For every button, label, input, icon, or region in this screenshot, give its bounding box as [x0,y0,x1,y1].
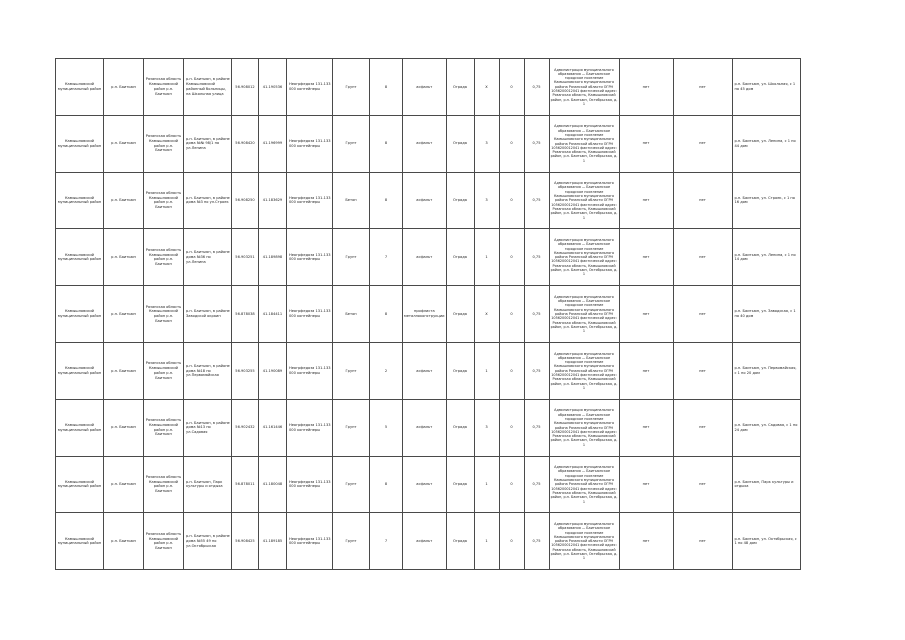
cell-extra-1: нет [619,286,673,343]
cell-volume: 0,75 [524,399,549,456]
table-row [56,229,801,286]
cell-locality: р.п. Баитьюн [104,172,144,229]
cell-count: 8 [370,59,403,116]
cell-region: Камышловский муниципальный район [56,513,104,570]
cell-locality: р.п. Баитьюн [104,229,144,286]
cell-owner: Администрация муниципального образования — Баитьюнское городское поселение Камышловского муниципального района Рязанской области ОГРН 1056200012041 фактический адрес: Рязанская область, Камышловский район, р.п. Баитьюн, Октябрьская, д. 1 [549,172,619,229]
cell-surface: Грунт [333,59,370,116]
cell-region: Камышловский муниципальный район [56,286,104,343]
cell-locality: р.п. Баитьюн [104,456,144,513]
cell-bins-extra: 0 [499,456,524,513]
cell-extra-1: нет [619,229,673,286]
cell-region: Камышловский муниципальный район [56,342,104,399]
cell-fence: Ограда [446,59,474,116]
cell-count: 5 [370,399,403,456]
cell-volume: 0,75 [524,229,549,286]
cell-location: р.п. Баитьюн, в районе дома №3 по ул.Строек [184,172,232,229]
cell-type: Неогрфедоза 131-133 000 контейнеры [287,513,333,570]
cell-sources: р.п. Баитьюн, ул. Школьная, с 1 по 45 дом [732,59,800,116]
cell-cover: асфальт [403,513,447,570]
cell-latitude: 56.878011 [232,456,259,513]
cell-bins: 1 [474,229,499,286]
cell-bins-extra: 0 [499,286,524,343]
cell-fence: Ограда [446,399,474,456]
cell-owner: Администрация муниципального образования — Баитьюнское городское поселение Камышловского муниципального района Рязанской области ОГРН 1056200012041 фактический адрес: Рязанская область, Камышловский район, р.п. Баитьюн, Октябрьская, д. 1 [549,456,619,513]
cell-location: р.п. Баитьюн, в районе Камышловский районный больницы, на Школьная улица [184,59,232,116]
cell-extra-1: нет [619,115,673,172]
cell-longitude: 41.161446 [259,399,287,456]
cell-bins: Х [474,286,499,343]
cell-bins-extra: 0 [499,513,524,570]
cell-extra-2: нет [673,456,732,513]
cell-sources: р.п. Баитьюн, ул. Садовая, с 1 по 24 дом [732,399,800,456]
cell-location: р.п. Баитьюн, в районе дома №36 по ул.Ленина [184,229,232,286]
cell-fence: Ограда [446,456,474,513]
cell-bins: 1 [474,456,499,513]
cell-locality: р.п. Баитьюн [104,286,144,343]
cell-longitude: 41.184411 [259,286,287,343]
table-row [56,399,801,456]
cell-region: Камышловский муниципальный район [56,115,104,172]
cell-longitude: 41.180048 [259,456,287,513]
cell-bins: 1 [474,342,499,399]
cell-bins-extra: 0 [499,399,524,456]
cell-extra-1: нет [619,513,673,570]
cell-count: 8 [370,115,403,172]
cell-extra-1: нет [619,172,673,229]
cell-extra-2: нет [673,399,732,456]
cell-sources: р.п. Баитьюн, ул. Ленина, с 1 по 14 дом [732,229,800,286]
cell-longitude: 41.196999 [259,115,287,172]
table-row [56,286,801,343]
cell-surface: Грунт [333,399,370,456]
table-row [56,172,801,229]
cell-sources: р.п. Баитьюн, ул. Первомайская, с 1 по 20 дом [732,342,800,399]
table-row [56,456,801,513]
cell-bins-extra: 0 [499,229,524,286]
cell-extra-2: нет [673,172,732,229]
cell-surface: Грунт [333,115,370,172]
cell-type: Неогрфедоза 131-133 000 контейнеры [287,59,333,116]
cell-count: 8 [370,456,403,513]
cell-latitude: 56.908420 [232,115,259,172]
cell-bins-extra: 0 [499,172,524,229]
cell-sources: р.п. Баитьюн, ул. Заводская, с 1 по 40 дом [732,286,800,343]
cell-owner: Администрация муниципального образования — Баитьюнское городское поселение Камышловского муниципального района Рязанской области ОГРН 1056200012041 фактический адрес: Рязанская область, Камышловский район, р.п. Баитьюн, Октябрьская, д. 1 [549,229,619,286]
cell-bins-extra: 0 [499,115,524,172]
cell-count: 7 [370,229,403,286]
cell-fence: Ограда [446,229,474,286]
cell-sources: р.п. Баитьюн, ул. Ленина, с 1 по 44 дом [732,115,800,172]
cell-location: р.п. Баитьюн, в районе дома №55 49 по ул.Октябрьская [184,513,232,570]
cell-cover: асфальт [403,229,447,286]
cell-surface: Грунт [333,229,370,286]
cell-location: р.п. Баитьюн, в районе Заводской окраин [184,286,232,343]
table-row [56,59,801,116]
cell-surface: Грунт [333,513,370,570]
cell-bins-extra: 0 [499,342,524,399]
cell-longitude: 41.189898 [259,229,287,286]
cell-owner: Администрация муниципального образования — Баитьюнское городское поселение Камышловского муниципального района Рязанской области ОГРН 1056200012041 фактический адрес: Рязанская область, Камышловский район, р.п. Баитьюн, Октябрьская, д. 1 [549,342,619,399]
cell-latitude: 56.903255 [232,342,259,399]
cell-locality: р.п. Баитьюн [104,513,144,570]
cell-address: Рязанская область Камышловский район р.п. Баитьюн [144,286,184,343]
cell-address: Рязанская область Камышловский район р.п. Баитьюн [144,342,184,399]
cell-cover: профлиста металлоконструкции [403,286,447,343]
cell-latitude: 56.908250 [232,172,259,229]
cell-address: Рязанская область Камышловский район р.п. Баитьюн [144,399,184,456]
cell-extra-2: нет [673,286,732,343]
cell-count: 8 [370,172,403,229]
cell-count: 7 [370,513,403,570]
cell-extra-2: нет [673,229,732,286]
cell-volume: 0,75 [524,172,549,229]
cell-owner: Администрация муниципального образования — Баитьюнское городское поселение Камышловского муниципального района Рязанской области ОГРН 1056200012041 фактический адрес: Рязанская область, Камышловский район, р.п. Баитьюн, Октябрьская, д. 1 [549,286,619,343]
cell-region: Камышловский муниципальный район [56,456,104,513]
table-body [56,59,801,570]
cell-type: Неогрфедоза 131-133 000 контейнеры [287,172,333,229]
cell-fence: Ограда [446,286,474,343]
cell-cover: асфальт [403,172,447,229]
table-row [56,513,801,570]
cell-sources: р.п. Баитьюн, ул. Октябрьская, с 1 по 48 дом [732,513,800,570]
cell-longitude: 41.183629 [259,172,287,229]
cell-count: 2 [370,342,403,399]
cell-bins: 3 [474,399,499,456]
cell-extra-1: нет [619,342,673,399]
cell-cover: асфальт [403,399,447,456]
table-row [56,342,801,399]
cell-latitude: 56.908012 [232,59,259,116]
cell-cover: асфальт [403,59,447,116]
cell-cover: асфальт [403,115,447,172]
cell-extra-2: нет [673,59,732,116]
cell-extra-1: нет [619,456,673,513]
cell-cover: асфальт [403,342,447,399]
cell-volume: 0,75 [524,342,549,399]
cell-sources: р.п. Баитьюн, Парк культуры и отдыха [732,456,800,513]
cell-surface: Бетон [333,172,370,229]
cell-address: Рязанская область Камышловский район р.п. Баитьюн [144,115,184,172]
cell-surface: Грунт [333,342,370,399]
cell-fence: Ограда [446,513,474,570]
cell-fence: Ограда [446,115,474,172]
cell-volume: 0,75 [524,286,549,343]
cell-region: Камышловский муниципальный район [56,59,104,116]
cell-location: р.п. Баитьюн, в районе дома №13 по ул.Садовая [184,399,232,456]
cell-type: Неогрфедоза 131-133 000 контейнеры [287,286,333,343]
cell-longitude: 41.189185 [259,513,287,570]
cell-address: Рязанская область Камышловский район р.п. Баитьюн [144,456,184,513]
cell-volume: 0,75 [524,59,549,116]
cell-extra-2: нет [673,513,732,570]
cell-region: Камышловский муниципальный район [56,399,104,456]
cell-location: р.п. Баитьюн, Парк культуры и отдыха [184,456,232,513]
cell-volume: 0,75 [524,513,549,570]
cell-locality: р.п. Баитьюн [104,115,144,172]
cell-owner: Администрация муниципального образования — Баитьюнское городское поселение Камышловского муниципального района Рязанской области ОГРН 1056200012041 фактический адрес: Рязанская область, Камышловский район, р.п. Баитьюн, Октябрьская, д. 1 [549,399,619,456]
cell-bins: 3 [474,115,499,172]
cell-longitude: 41.190536 [259,59,287,116]
cell-surface: Грунт [333,456,370,513]
cell-fence: Ограда [446,172,474,229]
cell-latitude: 56.878038 [232,286,259,343]
cell-owner: Администрация муниципального образования — Баитьюнское городское поселение Камышловского муниципального района Рязанской области ОГРН 1056200012041 фактический адрес: Рязанская область, Камышловский район, р.п. Баитьюн, Октябрьская, д. 1 [549,115,619,172]
cell-type: Неогрфедоза 131-133 000 контейнеры [287,456,333,513]
cell-type: Неогрфедоза 131-133 000 контейнеры [287,342,333,399]
waste-sites-table [55,58,801,570]
cell-bins-extra: 0 [499,59,524,116]
cell-address: Рязанская область Камышловский район р.п. Баитьюн [144,229,184,286]
cell-extra-1: нет [619,399,673,456]
cell-locality: р.п. Баитьюн [104,342,144,399]
cell-owner: Администрация муниципального образования — Баитьюнское городское поселение Камышловского муниципального района Рязанской области ОГРН 1056200012041 фактический адрес: Рязанская область, Камышловский район, р.п. Баитьюн, Октябрьская, д. 1 [549,59,619,116]
cell-type: Неогрфедоза 131-133 000 контейнеры [287,115,333,172]
cell-sources: р.п. Баитьюн, ул. Строек, с 1 по 16 дом [732,172,800,229]
cell-bins: 1 [474,513,499,570]
cell-volume: 0,75 [524,115,549,172]
cell-region: Камышловский муниципальный район [56,172,104,229]
cell-location: р.п. Баитьюн, в районе дома №18 по ул.Первомайская [184,342,232,399]
cell-fence: Ограда [446,342,474,399]
cell-region: Камышловский муниципальный район [56,229,104,286]
cell-address: Рязанская область Камышловский район р.п. Баитьюн [144,59,184,116]
cell-latitude: 56.903251 [232,229,259,286]
cell-volume: 0,75 [524,456,549,513]
cell-count: 8 [370,286,403,343]
cell-type: Неогрфедоза 131-133 000 контейнеры [287,399,333,456]
cell-latitude: 56.908425 [232,513,259,570]
cell-bins: 3 [474,172,499,229]
cell-extra-2: нет [673,115,732,172]
cell-longitude: 41.190089 [259,342,287,399]
cell-owner: Администрация муниципального образования — Баитьюнское городское поселение Камышловского муниципального района Рязанской области ОГРН 1056200012041 фактический адрес: Рязанская область, Камышловский район, р.п. Баитьюн, Октябрьская, д. 1 [549,513,619,570]
cell-type: Неогрфедоза 131-133 000 контейнеры [287,229,333,286]
cell-locality: р.п. Баитьюн [104,59,144,116]
cell-latitude: 56.902432 [232,399,259,456]
cell-address: Рязанская область Камышловский район р.п. Баитьюн [144,172,184,229]
cell-extra-2: нет [673,342,732,399]
cell-address: Рязанская область Камышловский район р.п. Баитьюн [144,513,184,570]
cell-locality: р.п. Баитьюн [104,399,144,456]
cell-location: р.п. Баитьюн, в районе дома №№ 98/1 на ул.Ленина [184,115,232,172]
cell-bins: Х [474,59,499,116]
cell-extra-1: нет [619,59,673,116]
cell-surface: Бетон [333,286,370,343]
cell-cover: асфальт [403,456,447,513]
table-row [56,115,801,172]
